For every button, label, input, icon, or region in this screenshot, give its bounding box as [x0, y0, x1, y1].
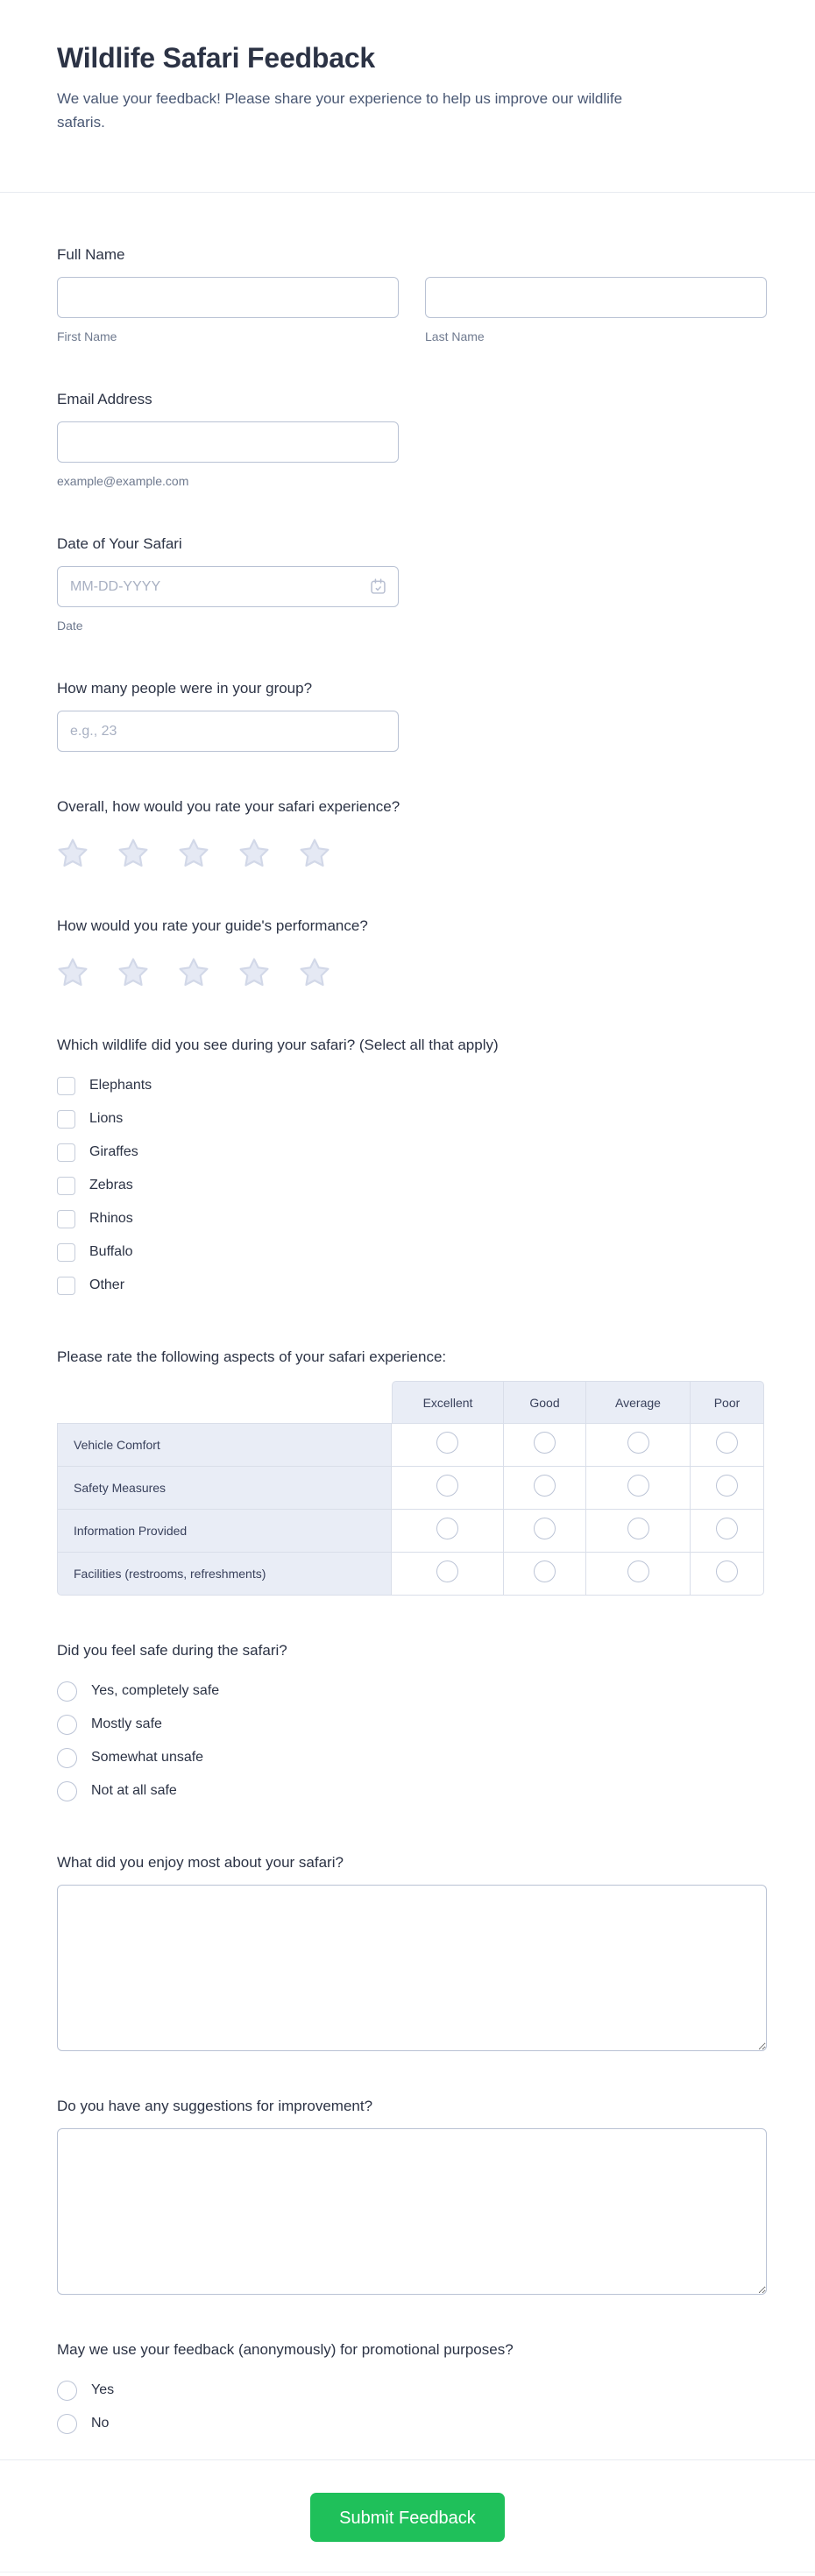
- matrix-radio[interactable]: [627, 1560, 649, 1582]
- safety-option-completely-safe[interactable]: [57, 1674, 767, 1708]
- question-label: What did you enjoy most about your safari?: [57, 1854, 344, 1871]
- question-safari-date: [57, 534, 767, 633]
- radio-icon[interactable]: [57, 1681, 77, 1702]
- option-label: Not at all safe: [91, 1783, 177, 1798]
- option-label: Other: [89, 1277, 125, 1292]
- question-wildlife: [57, 1036, 767, 1302]
- radio-icon[interactable]: [57, 1715, 77, 1735]
- date-input[interactable]: [57, 566, 399, 607]
- star-icon[interactable]: [55, 836, 90, 871]
- rating-matrix: [57, 1381, 764, 1596]
- wildlife-option-rhinos[interactable]: [57, 1202, 767, 1235]
- question-rating-guide: [57, 916, 767, 990]
- matrix-row-label: Facilities (restrooms, refreshments): [57, 1553, 392, 1596]
- option-label: Elephants: [89, 1078, 152, 1093]
- question-label: Date of Your Safari: [57, 535, 182, 552]
- option-label: Yes, completely safe: [91, 1683, 220, 1698]
- question-email: [57, 390, 767, 489]
- matrix-row-label: Vehicle Comfort: [57, 1424, 392, 1467]
- last-name-input[interactable]: [425, 277, 767, 318]
- question-rating-overall: [57, 797, 767, 871]
- question-full-name: [57, 245, 767, 344]
- matrix-radio[interactable]: [627, 1432, 649, 1454]
- matrix-radio[interactable]: [716, 1560, 738, 1582]
- matrix-col-header: Poor: [691, 1381, 764, 1424]
- matrix-row-label: Information Provided: [57, 1510, 392, 1553]
- matrix-row-safety-measures: [57, 1467, 764, 1510]
- wildlife-options: [57, 1069, 767, 1302]
- promo-options: [57, 2374, 767, 2440]
- first-name-input[interactable]: [57, 277, 399, 318]
- radio-icon[interactable]: [57, 1748, 77, 1768]
- submit-bar: [0, 2459, 815, 2542]
- question-label: Did you feel safe during the safari?: [57, 1642, 287, 1659]
- last-name-sublabel: Last Name: [425, 329, 485, 343]
- star-icon[interactable]: [116, 836, 151, 871]
- question-label: Overall, how would you rate your safari experience?: [57, 798, 400, 815]
- checkbox-icon[interactable]: [57, 1177, 75, 1195]
- checkbox-icon[interactable]: [57, 1143, 75, 1162]
- matrix-corner: [57, 1381, 392, 1424]
- question-aspect-matrix: [57, 1348, 767, 1596]
- option-label: Buffalo: [89, 1244, 133, 1259]
- star-icon[interactable]: [176, 836, 211, 871]
- safety-option-mostly-safe[interactable]: [57, 1708, 767, 1741]
- star-icon[interactable]: [237, 955, 272, 990]
- option-label: Giraffes: [89, 1144, 138, 1159]
- option-label: Lions: [89, 1111, 124, 1126]
- question-label: Email Address: [57, 391, 152, 407]
- option-label: Rhinos: [89, 1211, 133, 1226]
- checkbox-icon[interactable]: [57, 1110, 75, 1129]
- question-label: How would you rate your guide's performance?: [57, 917, 368, 934]
- option-label: Zebras: [89, 1178, 133, 1192]
- matrix-col-header: Average: [586, 1381, 691, 1424]
- form-subtitle: We value your feedback! Please share your experience to help us improve our wildlife safaris.: [57, 90, 623, 131]
- checkbox-icon[interactable]: [57, 1277, 75, 1295]
- radio-icon[interactable]: [57, 1781, 77, 1801]
- checkbox-icon[interactable]: [57, 1077, 75, 1095]
- matrix-radio[interactable]: [436, 1518, 458, 1539]
- matrix-radio[interactable]: [534, 1432, 556, 1454]
- submit-button[interactable]: Submit Feedback: [310, 2493, 505, 2542]
- option-label: Somewhat unsafe: [91, 1750, 204, 1765]
- promo-option-no[interactable]: [57, 2407, 767, 2440]
- question-label: May we use your feedback (anonymously) for promotional purposes?: [57, 2341, 514, 2358]
- matrix-radio[interactable]: [716, 1432, 738, 1454]
- star-icon[interactable]: [297, 955, 332, 990]
- safety-option-somewhat-unsafe[interactable]: [57, 1741, 767, 1774]
- wildlife-option-lions[interactable]: [57, 1102, 767, 1136]
- matrix-radio[interactable]: [716, 1475, 738, 1497]
- checkbox-icon[interactable]: [57, 1243, 75, 1262]
- option-label: No: [91, 2416, 110, 2431]
- matrix-radio[interactable]: [534, 1518, 556, 1539]
- star-icon[interactable]: [297, 836, 332, 871]
- star-icon[interactable]: [176, 955, 211, 990]
- wildlife-option-elephants[interactable]: [57, 1069, 767, 1102]
- question-label: Do you have any suggestions for improvement?: [57, 2098, 373, 2114]
- question-label: Which wildlife did you see during your safari? (Select all that apply): [57, 1037, 499, 1053]
- matrix-radio[interactable]: [436, 1475, 458, 1497]
- question-group-size: [57, 679, 767, 752]
- matrix-col-header: Excellent: [392, 1381, 504, 1424]
- matrix-col-header: Good: [504, 1381, 586, 1424]
- matrix-row-facilities: [57, 1553, 764, 1596]
- wildlife-option-other[interactable]: [57, 1269, 767, 1302]
- form-body: [0, 193, 815, 2440]
- matrix-row-label: Safety Measures: [57, 1467, 392, 1510]
- matrix-radio[interactable]: [627, 1475, 649, 1497]
- matrix-radio[interactable]: [436, 1432, 458, 1454]
- safety-options: [57, 1674, 767, 1808]
- matrix-radio[interactable]: [627, 1518, 649, 1539]
- first-name-sublabel: First Name: [57, 329, 117, 343]
- matrix-row-information-provided: [57, 1510, 764, 1553]
- email-input[interactable]: [57, 421, 399, 463]
- wildlife-option-buffalo[interactable]: [57, 1235, 767, 1269]
- date-sublabel: Date: [57, 619, 83, 633]
- star-icon[interactable]: [116, 955, 151, 990]
- form-header: [0, 0, 815, 193]
- checkbox-icon[interactable]: [57, 1210, 75, 1228]
- enjoy-textarea[interactable]: [57, 1885, 767, 2051]
- matrix-row-vehicle-comfort: [57, 1424, 764, 1467]
- option-label: Mostly safe: [91, 1716, 162, 1731]
- safety-option-not-at-all-safe[interactable]: [57, 1774, 767, 1808]
- question-label: Full Name: [57, 246, 125, 263]
- suggestions-textarea[interactable]: [57, 2128, 767, 2295]
- question-safety: [57, 1641, 767, 1808]
- radio-icon[interactable]: [57, 2381, 77, 2401]
- option-label: Yes: [91, 2382, 115, 2397]
- question-enjoy: [57, 1853, 767, 2051]
- radio-icon[interactable]: [57, 2414, 77, 2434]
- email-sublabel: example@example.com: [57, 474, 189, 488]
- group-size-input[interactable]: [57, 711, 399, 752]
- star-icon[interactable]: [237, 836, 272, 871]
- star-rating-overall: [55, 836, 767, 871]
- matrix-radio[interactable]: [436, 1560, 458, 1582]
- promo-option-yes[interactable]: [57, 2374, 767, 2407]
- wildlife-option-giraffes[interactable]: [57, 1136, 767, 1169]
- star-rating-guide: [55, 955, 767, 990]
- matrix-radio[interactable]: [534, 1475, 556, 1497]
- form-title: Wildlife Safari Feedback: [57, 42, 376, 74]
- question-label: How many people were in your group?: [57, 680, 313, 697]
- matrix-radio[interactable]: [534, 1560, 556, 1582]
- wildlife-option-zebras[interactable]: [57, 1169, 767, 1202]
- question-suggestions: [57, 2097, 767, 2295]
- question-label: Please rate the following aspects of your safari experience:: [57, 1348, 447, 1365]
- matrix-radio[interactable]: [716, 1518, 738, 1539]
- star-icon[interactable]: [55, 955, 90, 990]
- question-promo: [57, 2340, 767, 2440]
